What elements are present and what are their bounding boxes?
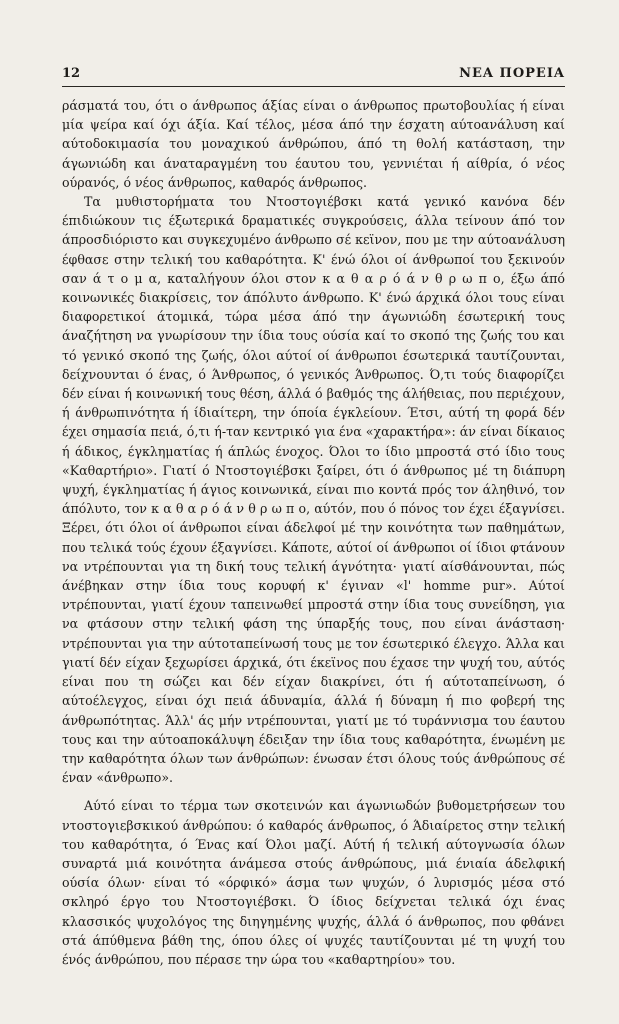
page-number: 12 [62,66,81,81]
header-rule [62,86,565,87]
running-head: ΝΕΑ ΠΟΡΕΙΑ [459,66,565,81]
article-body [62,96,565,969]
paragraph: Αύτό είναι το τέρμα των σκοτεινών και άγωνιωδών βυθομετρήσεων του ντοστογιεβσκικού άνθρώπου: ό καθαρός άνθρωπος, ό Άδιαίρετος στην τελική του καθαρότητα, ό Ένας καί Όλοι μαζί. Αύτή ή τελική αύτογνωσία όλων συναρτά μιά κοινότητα άνάμεσα στούς άνθρώπους, μιά ένιαία άδελφική ούσία όλων· είναι τό «όρφικό» άσμα των ψυχών, ό λυρισμός μέσα στό σκληρό έργο του Ντοστογιέβσκι. Ό ίδιος δείχνεται τελικά όχι ένας κλασσικός ψυχολόγος της διηγημένης ψυχής, άλλά ό άνθρωπος, που φθάνει στά άπύθμενα βάθη της, όπου όλες οί ψυχές ταυτίζουνται μέ τη ψυχή του ένός άνθρώπου, που πέρασε την ώρα του «καθαρτηρίου» του. [62,798,565,967]
paragraph: Τα μυθιστορήματα του Ντοστογιέβσκι κατά γενικό κανόνα δέν έπιδιώκουν τις έξωτερικά δραματικές συγκρούσεις, άλλα τείνουν άπό τον άπροσδιόριστο και συγκεχυμένο άνθρωπο σέ κεϊνον, που με την αύτοανάλυση έφθασε στην τελική του καθαρότητα. Κ' ένώ όλοι οί άνθρωποί του ξεκινούν σαν ά τ ο μ α, καταλήγουν όλοι στον κ α θ α ρ ό ά ν θ ρ ω π ο, έξω άπό κοινωνικές διακρίσεις, τον άπόλυτο άνθρωπο. Κ' ένώ άρχικά όλοι τους είναι διαφορετικοί άτομικά, τώρα μέσα άπό την άγωνιώδη έσωτερική τους άναζήτηση να γνωρίσουν την ίδια τους ούσία καί το σκοπό της ζωής του και τό γενικό σκοπό της ζωής, όλοι αύτοί οί άνθρωποι έσωτερικά ταυτίζουνται, δείχνουνται ό ένας, ό Άνθρωπος, ό γενικός Άνθρωπος. Ό,τι τούς διαφορίζει δέν είναι ή κοινωνική τους θέση, άλλά ό βαθμός της άλήθειας, που περιέχουν, ή άνθρωπινότητα ή ίδιαίτερη, την όποία έγκλείουν. Έτσι, αύτή τη φορά δέν έχει σημασία πειά, ό,τι ή-ταν κεντρικό για ένα «χαρακτήρα»: άν είναι δίκαιος ή άδικος, έγκληματίας ή άπλώς ένοχος. Όλοι το ίδιο μπροστά στό ίδιο τους «Καθαρτήριο». Γιατί ό Ντοστογιέβσκι ξαίρει, ότι ό άνθρωπος μέ τη διάπυρη ψυχή, έγκληματίας ή άγιος κοινωνικά, είναι πιο κοντά πρός τον άληθινό, τον άπόλυτο, τον κ α θ α ρ ό ά ν θ ρ ω π ο, αύτόν, που ό πόνος τον έχει έξαγνίσει. Ξέρει, ότι όλοι οί άνθρωποι είναι άδελφοί μέ την κοινότητα των παθημάτων, που τελικά τούς έχουν έξαγνίσει. Κάποτε, αύτοί οί άνθρωποι οί ίδιοι φτάνουν να ντρέπουνται για τη δική τους τελική άγνότητα· γιατί αίσθάνουνται, πώς άνέβηκαν στην ίδια τους κορυφή κ' έγιναν «l' homme pur». Αύτοί ντρέπουνται, γιατί έχουν ταπεινωθεί μπροστά στην ίδια τους συνείδηση, για να φτάσουν στην τελική φάση της ύπαρξής τους, που είναι άνάσταση· ντρέπουνται για την αύτοταπείνωσή τους με τον έσωτερικό έλεγχο. Άλλα και γιατί δέν είχαν ξεχωρίσει άρχικά, ότι έκεϊνος που έχασε την ψυχή του, αύτός είναι που τη σώζει και δέν είχαν διακρίνει, ότι ή αύτοταπείνωση, ό αύτοέλεγχος, είναι όχι πειά άδυναμία, άλλά ή δύναμη ή πιο φοβερή της άνθρωπότητας. Άλλ' άς μήν ντρέπουνται, γιατί με τό τυράννισμα του έαυτου τους και την αύτοαποκάλυψη έδειξαν την ίδια τους καθαρότητα, ένωμένη με την καθαρότητα όλων των άνθρώπων: ένωσαν έτσι όλους τούς άνθρώπους σέ έναν «άνθρωπο». [62,194,565,786]
page-header [62,66,565,81]
paragraph: ράσματά του, ότι ο άνθρωπος άξίας είναι ο άνθρωπος πρωτοβουλίας ή είναι μία ψείρα καί όχι άξία. Καί τέλος, μέσα άπό την έσχατη αύτοανάλυση καί αύτοδοκιμασία του μοναχικού άνθρώπου, άπό τη θολή κατάσταση, την άγωνιώδη και άναταραγμένη του έαυτου του, γεννιέται ή αίθρία, ό νέος ούρανός, ό νέος άνθρωπος, καθαρός άνθρωπος. [62,98,565,190]
